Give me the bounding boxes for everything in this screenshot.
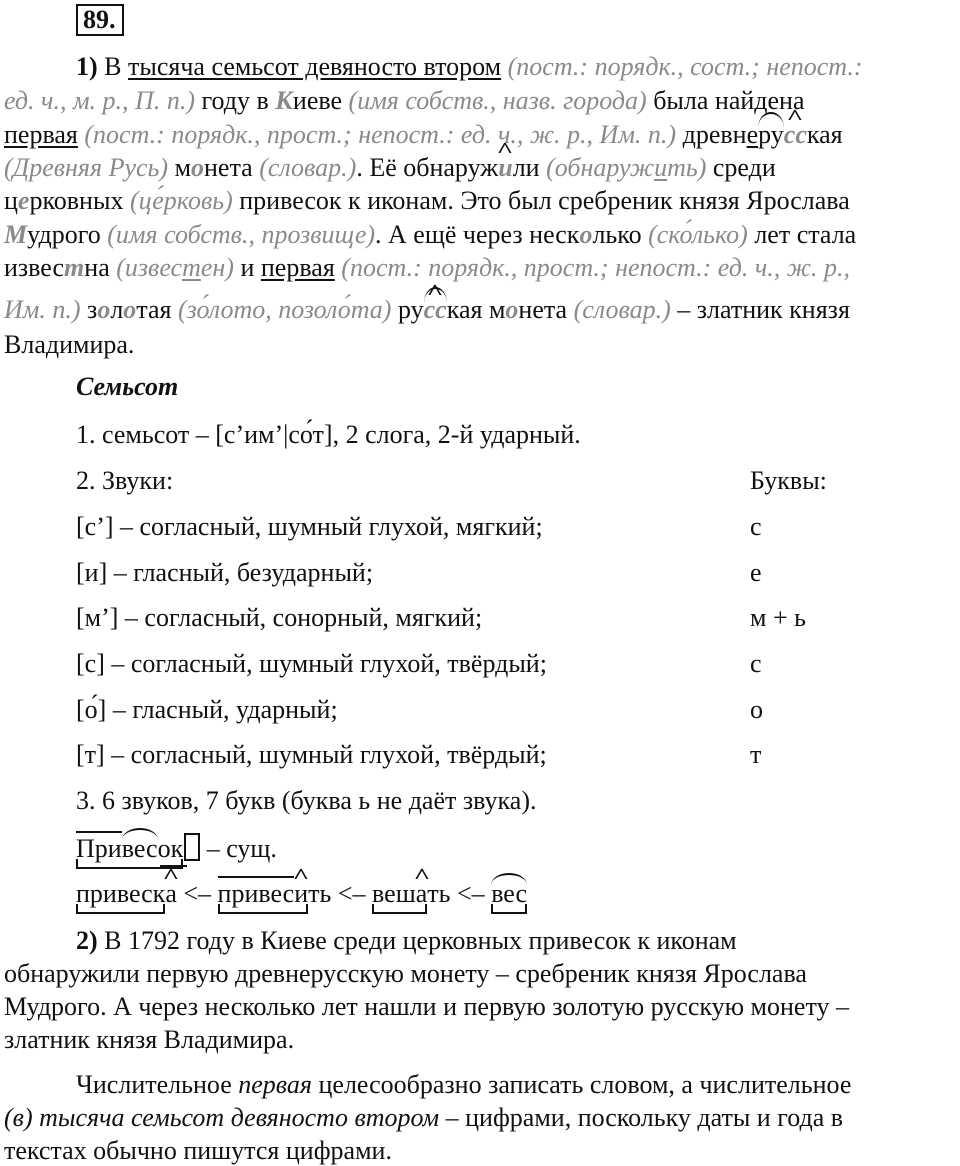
part-of-speech: – сущ. bbox=[200, 834, 277, 863]
arrow: <– bbox=[331, 879, 373, 908]
stem bbox=[372, 879, 427, 908]
numeral-underlined: первая bbox=[4, 120, 78, 149]
sound-row-3: [м’] – согласный, сонорный, мягкий; bbox=[76, 603, 483, 632]
highlight-letter: о bbox=[579, 220, 593, 249]
suffix: ^ и bbox=[294, 879, 308, 908]
part2-line-3: Мудрого. А через несколько лет нашли и первую золотую русскую монету – bbox=[4, 992, 849, 1021]
highlight-letter: ^ сс bbox=[424, 295, 447, 324]
prefix: При bbox=[76, 834, 122, 863]
sound-row-2: [и] – гласный, безударный; bbox=[76, 558, 374, 587]
text: – цифрами, поскольку даты и года в bbox=[439, 1103, 844, 1132]
highlight-letter: е bbox=[17, 186, 30, 215]
grammar-note: (имя собств., назв. города) bbox=[348, 86, 647, 115]
grammar-note: и bbox=[654, 153, 668, 182]
text: нета bbox=[204, 153, 260, 182]
text: древн bbox=[676, 120, 747, 149]
text: В bbox=[104, 52, 129, 81]
part1-line-2 bbox=[4, 86, 805, 116]
text: иеве bbox=[292, 86, 349, 115]
grammar-note: (обнаруж bbox=[546, 153, 655, 182]
grammar-note: (зо́лото, позоло́та) bbox=[177, 295, 392, 324]
text: извес bbox=[4, 253, 65, 282]
highlight-letter: о bbox=[505, 295, 519, 324]
letters-header: Буквы: bbox=[750, 466, 827, 495]
ending: ть bbox=[308, 879, 332, 908]
text: ц bbox=[4, 186, 18, 215]
highlight-letter: т bbox=[64, 253, 85, 282]
text: . А ещё через неск bbox=[375, 220, 580, 249]
stem bbox=[218, 879, 309, 908]
word: вес bbox=[491, 879, 528, 908]
part1-line-4 bbox=[4, 153, 776, 183]
part1-line-1 bbox=[76, 52, 863, 82]
conclusion-line-2 bbox=[4, 1103, 843, 1133]
letter-row-4: с bbox=[750, 649, 762, 678]
part2-line-1 bbox=[76, 926, 737, 956]
root-arc: ру bbox=[758, 120, 784, 149]
root: вес bbox=[121, 834, 158, 863]
text: ру bbox=[391, 295, 424, 324]
highlight-letter: о bbox=[123, 295, 137, 324]
text: . Её обнаруж bbox=[356, 153, 499, 182]
phonetic-line-1: 1. семьсот – [с’им’|со́т], 2 слога, 2-й ударный. bbox=[76, 420, 581, 449]
conclusion-line-3: текстах обычно пишутся цифрами. bbox=[4, 1136, 392, 1165]
grammar-note: ен) bbox=[200, 253, 234, 282]
grammar-note: (Древняя Русь) bbox=[4, 153, 169, 182]
part1-line-8 bbox=[4, 295, 850, 325]
letter-row-6: т bbox=[750, 740, 762, 769]
text: м bbox=[168, 153, 192, 182]
text: кая bbox=[806, 120, 843, 149]
root-arc bbox=[424, 295, 447, 324]
part1-marker: 1) bbox=[76, 52, 98, 81]
text: лько bbox=[592, 220, 649, 249]
ending: ^ а bbox=[165, 879, 177, 908]
zero-ending-box bbox=[184, 833, 200, 861]
text: кая м bbox=[446, 295, 506, 324]
highlight-letter: е bbox=[746, 120, 759, 149]
text: рковных bbox=[29, 186, 130, 215]
text: среди bbox=[706, 153, 776, 182]
part1-line-5 bbox=[4, 186, 850, 216]
numeral-underlined: первая bbox=[260, 253, 335, 282]
letter-row-2: е bbox=[750, 558, 762, 587]
grammar-note: (словар.) bbox=[573, 295, 671, 324]
numeral-underlined: тысяча семьсот девяносто втором bbox=[128, 52, 502, 81]
word: веш bbox=[372, 879, 416, 908]
stem bbox=[76, 879, 165, 908]
text: была найдена bbox=[646, 86, 805, 115]
grammar-note: ть) bbox=[667, 153, 707, 182]
text: удрого bbox=[27, 220, 108, 249]
grammar-note: (словар.) bbox=[259, 153, 357, 182]
letter-row-3: м + ь bbox=[750, 603, 806, 632]
highlight-letter: М bbox=[4, 220, 28, 249]
italic-word: первая bbox=[238, 1070, 312, 1099]
arrow: <– bbox=[176, 879, 218, 908]
text: л bbox=[110, 295, 124, 324]
part1-line-3 bbox=[4, 120, 843, 150]
text: ли bbox=[512, 153, 547, 182]
grammar-note: Им. п.) bbox=[4, 295, 81, 324]
letter-row-1: с bbox=[750, 512, 762, 541]
grammar-note: (имя собств., прозвище) bbox=[107, 220, 376, 249]
grammar-note: (пост.: порядк., сост.; непост.: bbox=[501, 52, 863, 81]
text: и bbox=[233, 253, 261, 282]
text: привесок к иконам. Это был сребреник князя Ярослава bbox=[232, 186, 850, 215]
part2-line-4: златник князя Владимира. bbox=[4, 1025, 295, 1054]
highlight-letter: о bbox=[97, 295, 111, 324]
suffix: ок bbox=[157, 834, 184, 863]
highlight-letter: ^ сс bbox=[784, 120, 807, 149]
derivation-chain bbox=[76, 879, 527, 909]
arrow: <– bbox=[450, 879, 492, 908]
part1-line-9: Владимира. bbox=[4, 330, 135, 359]
grammar-note: т bbox=[182, 253, 201, 282]
conclusion-line-1 bbox=[76, 1070, 851, 1100]
text: на bbox=[84, 253, 117, 282]
part1-line-6 bbox=[4, 220, 856, 250]
text: году в bbox=[194, 86, 276, 115]
letter-row-5: о bbox=[750, 695, 763, 724]
text: Числительное bbox=[76, 1070, 239, 1099]
grammar-note: (це́рковь) bbox=[129, 186, 233, 215]
sound-row-6: [т] – согласный, шумный глухой, твёрдый; bbox=[76, 740, 547, 769]
grammar-note: (извес bbox=[116, 253, 183, 282]
morphemic-parse bbox=[76, 833, 277, 864]
text: нета bbox=[518, 295, 574, 324]
italic-phrase: (в) тысяча семьсот девяносто втором bbox=[4, 1103, 440, 1132]
grammar-note: (пост.: порядк., прост.; непост.: ед. ч., ж. р., Им. п.) bbox=[77, 120, 677, 149]
sounds-header: 2. Звуки: bbox=[76, 466, 174, 495]
text: лет стала bbox=[747, 220, 857, 249]
word: привеск bbox=[76, 879, 166, 908]
grammar-note: ед. ч., м. р., П. п.) bbox=[4, 86, 195, 115]
phonetic-summary: 3. 6 звуков, 7 букв (буква ь не даёт звука). bbox=[76, 786, 537, 815]
word-title: Семьсот bbox=[76, 372, 179, 401]
highlight-letter: К bbox=[275, 86, 293, 115]
highlight-letter: ^ и bbox=[498, 153, 512, 182]
highlight-letter: о bbox=[191, 153, 205, 182]
word-stem bbox=[76, 834, 183, 863]
part2-line-2: обнаружили первую древнерусскую монету – сребреник князя Ярослава bbox=[4, 959, 807, 988]
exercise-number: 89. bbox=[76, 4, 124, 36]
sound-row-4: [с] – согласный, шумный глухой, твёрдый; bbox=[76, 649, 547, 678]
sound-row-1: [с’] – согласный, шумный глухой, мягкий; bbox=[76, 512, 543, 541]
text: В 1792 году в Киеве среди церковных привесок к иконам bbox=[97, 926, 737, 955]
part2-marker: 2) bbox=[76, 926, 98, 955]
grammar-note: (ско́лько) bbox=[648, 220, 748, 249]
ending: ть bbox=[427, 879, 451, 908]
suffix: ^ а bbox=[416, 879, 428, 908]
text: тая bbox=[136, 295, 178, 324]
grammar-note: (пост.: порядк., прост.; непост.: ед. ч., ж. р., bbox=[334, 253, 850, 282]
sound-row-5: [о́] – гласный, ударный; bbox=[76, 695, 338, 724]
text: целесообразно записать словом, а числительное bbox=[311, 1070, 852, 1099]
word: привес bbox=[217, 879, 295, 908]
text: – златник князя bbox=[670, 295, 850, 324]
text: з bbox=[80, 295, 98, 324]
